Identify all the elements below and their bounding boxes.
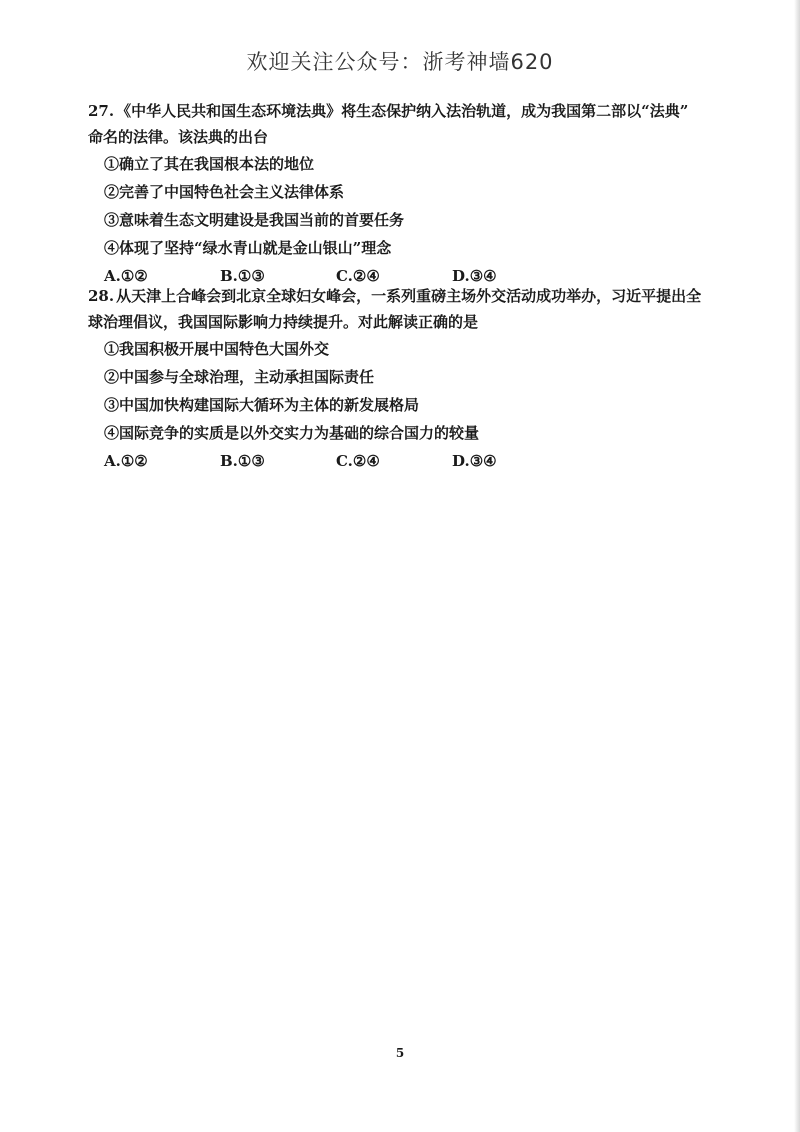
statement-2: ②中国参与全球治理，主动承担国际责任 xyxy=(104,368,375,386)
statement-2: ②完善了中国特色社会主义法律体系 xyxy=(104,183,345,201)
stem-line-2: 球治理倡议，我国国际影响力持续提升。对此解读正确的是 xyxy=(88,313,479,331)
page-number: 5 xyxy=(395,1046,405,1060)
choice-d: D.③④ xyxy=(452,267,497,285)
choice-d: D.③④ xyxy=(452,452,497,470)
question-27 xyxy=(88,98,748,290)
choice-a: A.①② xyxy=(104,452,148,470)
statement-4: ④国际竞争的实质是以外交实力为基础的综合国力的较量 xyxy=(104,424,480,442)
choice-a: A.①② xyxy=(104,267,148,285)
stem-line-1: 《中华人民共和国生态环境法典》将生态保护纳入法治轨道，成为我国第二部以“法典” xyxy=(116,102,689,120)
stem-line-2: 命名的法律。该法典的出台 xyxy=(88,128,269,146)
statement-4: ④体现了坚持“绿水青山就是金山银山”理念 xyxy=(104,239,392,257)
answer-choices xyxy=(104,447,748,475)
question-number: 28. xyxy=(88,287,115,305)
scan-edge-shadow xyxy=(794,0,800,1132)
question-stem xyxy=(88,98,748,124)
statement-1: ①我国积极开展中国特色大国外交 xyxy=(104,340,330,358)
header-watermark-text: 欢迎关注公众号：浙考神墙620 xyxy=(246,50,554,74)
choice-b: B.①③ xyxy=(220,452,265,470)
choice-c: C.②④ xyxy=(336,267,380,285)
choice-b: B.①③ xyxy=(220,267,265,285)
question-28 xyxy=(88,283,748,475)
stem-line-1: 从天津上合峰会到北京全球妇女峰会，一系列重磅主场外交活动成功举办，习近平提出全 xyxy=(116,287,702,305)
question-number: 27. xyxy=(88,102,115,120)
question-stem xyxy=(88,283,748,309)
statement-3: ③中国加快构建国际大循环为主体的新发展格局 xyxy=(104,396,420,414)
statement-1: ①确立了其在我国根本法的地位 xyxy=(104,155,315,173)
statement-3: ③意味着生态文明建设是我国当前的首要任务 xyxy=(104,211,405,229)
choice-c: C.②④ xyxy=(336,452,380,470)
